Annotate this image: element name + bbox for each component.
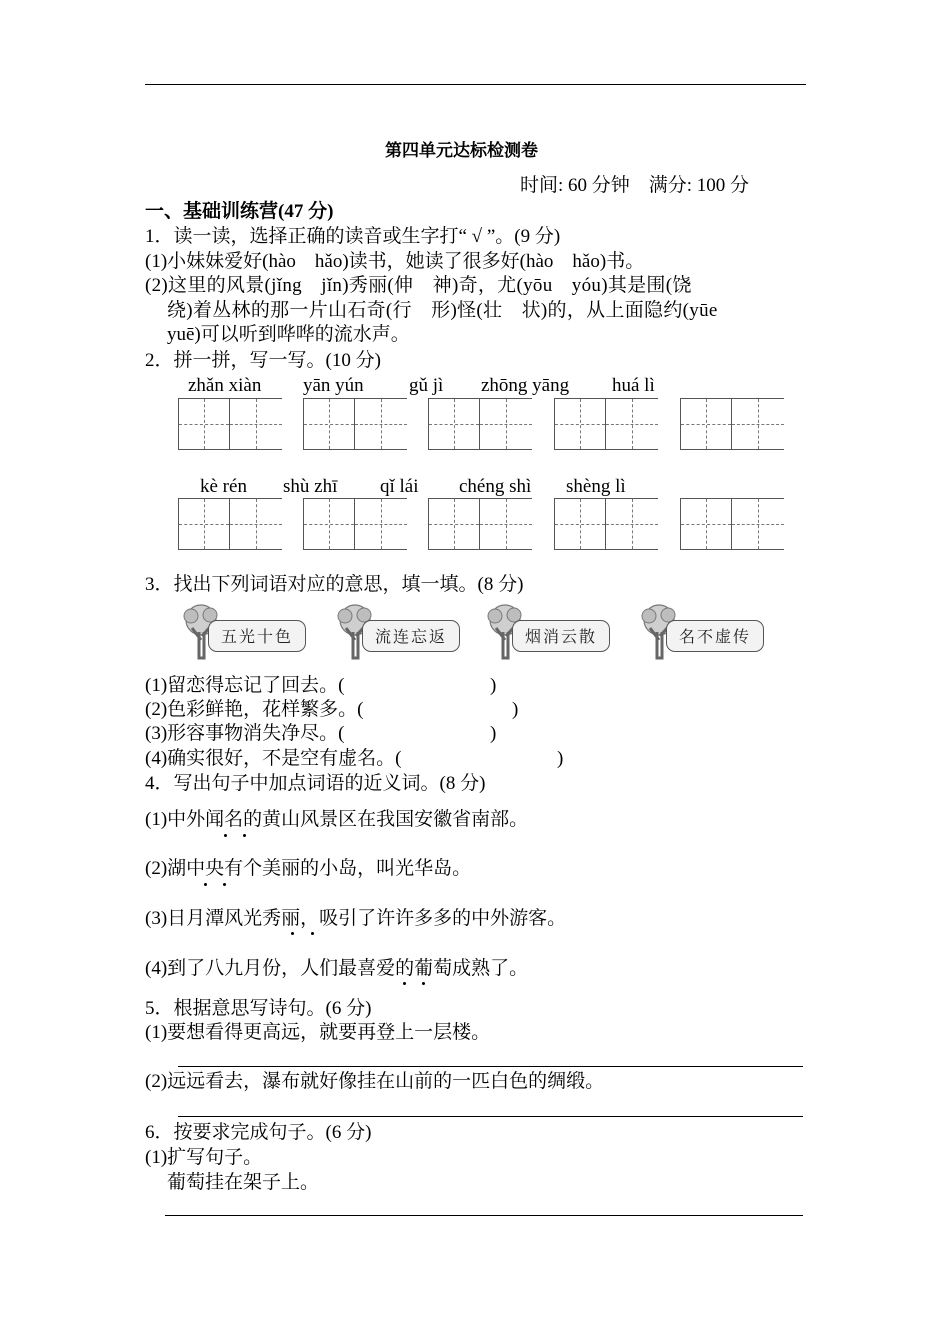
close-paren: ): [557, 748, 564, 769]
pinyin-label: zhōng yāng: [481, 375, 570, 396]
q4-sentence-3: (3)日月潭风光秀丽，吸引了许许多多的中外游客。: [145, 908, 567, 929]
q3-item-3: (3)形容事物消失净尽。(: [145, 723, 345, 744]
writing-grid[interactable]: [680, 498, 784, 550]
writing-grid[interactable]: [554, 498, 658, 550]
writing-grid[interactable]: [428, 398, 532, 450]
word-card: [636, 602, 768, 660]
q1-line-2: (2)这里的风景(jǐng jǐn)秀丽(伸 神)奇，尤(yōu yóu)其是围(饶: [145, 275, 692, 296]
pinyin-label: yān yún: [303, 375, 364, 396]
emphasis-dot: [204, 883, 207, 886]
word-label: 五光十色: [208, 620, 306, 652]
q6-item-1: (1)扩写句子。: [145, 1147, 263, 1168]
close-paren: ): [490, 723, 497, 744]
pinyin-label: gǔ jì: [409, 375, 444, 396]
section-heading: 一、基础训练营(47 分): [145, 201, 334, 222]
q3-item-2: (2)色彩鲜艳，花样繁多。(: [145, 699, 364, 720]
writing-grid[interactable]: [303, 398, 407, 450]
page-title: 第四单元达标检测卷: [385, 141, 538, 161]
word-card: [178, 602, 310, 660]
q4-sentence-1: (1)中外闻名的黄山风景区在我国安徽省南部。: [145, 809, 529, 830]
q1-line-4: yuē)可以听到哗哗的流水声。: [167, 324, 410, 345]
emphasis-dot: [223, 883, 226, 886]
close-paren: ): [490, 675, 497, 696]
pinyin-label: chéng shì: [459, 476, 532, 497]
emphasis-dot: [224, 834, 227, 837]
close-paren: ): [512, 699, 519, 720]
writing-grid[interactable]: [178, 498, 282, 550]
writing-grid[interactable]: [428, 498, 532, 550]
time-info: 时间: 60 分钟 满分: 100 分: [520, 175, 750, 196]
word-label: 名不虚传: [666, 620, 764, 652]
word-label: 烟消云散: [512, 620, 610, 652]
pinyin-label: qǐ lái: [380, 476, 419, 497]
q4-sentence-4: (4)到了八九月份，人们最喜爱的葡萄成熟了。: [145, 958, 529, 979]
q6-heading: 6．按要求完成句子。(6 分): [145, 1122, 372, 1143]
pinyin-label: shèng lì: [566, 476, 626, 497]
q1-heading: 1．读一读，选择正确的读音或生字打“ √ ”。(9 分): [145, 226, 561, 247]
q3-item-1: (1)留恋得忘记了回去。(: [145, 675, 345, 696]
q1-line-1: (1)小妹妹爱好(hào hǎo)读书，她读了很多好(hào hǎo)书。: [145, 251, 645, 272]
emphasis-dot: [243, 834, 246, 837]
answer-line[interactable]: [178, 1116, 803, 1117]
writing-grid[interactable]: [554, 398, 658, 450]
q6-sentence: 葡萄挂在架子上。: [167, 1172, 320, 1193]
writing-grid[interactable]: [680, 398, 784, 450]
word-card: [332, 602, 464, 660]
q5-item-1: (1)要想看得更高远，就要再登上一层楼。: [145, 1022, 491, 1043]
q3-heading: 3．找出下列词语对应的意思，填一填。(8 分): [145, 574, 524, 595]
q2-heading: 2．拼一拼，写一写。(10 分): [145, 350, 381, 371]
emphasis-dot: [422, 982, 425, 985]
word-card: [482, 602, 614, 660]
emphasis-dot: [311, 932, 314, 935]
pinyin-label: shù zhī: [283, 476, 338, 497]
q1-line-3: 绕)着丛林的那一片山石奇(行 形)怪(壮 状)的，从上面隐约(yūe: [167, 300, 718, 321]
q3-item-4: (4)确实很好，不是空有虚名。(: [145, 748, 402, 769]
word-label: 流连忘返: [362, 620, 460, 652]
q5-item-2: (2)远远看去，瀑布就好像挂在山前的一匹白色的绸缎。: [145, 1071, 605, 1092]
q4-sentence-2: (2)湖中央有个美丽的小岛，叫光华岛。: [145, 858, 472, 879]
writing-grid[interactable]: [178, 398, 282, 450]
emphasis-dot: [403, 982, 406, 985]
pinyin-label: zhǎn xiàn: [188, 375, 262, 396]
answer-line[interactable]: [178, 1066, 803, 1067]
answer-line[interactable]: [165, 1215, 803, 1216]
emphasis-dot: [291, 932, 294, 935]
q5-heading: 5．根据意思写诗句。(6 分): [145, 998, 372, 1019]
pinyin-label: kè rén: [200, 476, 247, 497]
header-rule: [145, 84, 806, 85]
pinyin-label: huá lì: [612, 375, 655, 396]
q4-heading: 4．写出句子中加点词语的近义词。(8 分): [145, 773, 486, 794]
writing-grid[interactable]: [303, 498, 407, 550]
